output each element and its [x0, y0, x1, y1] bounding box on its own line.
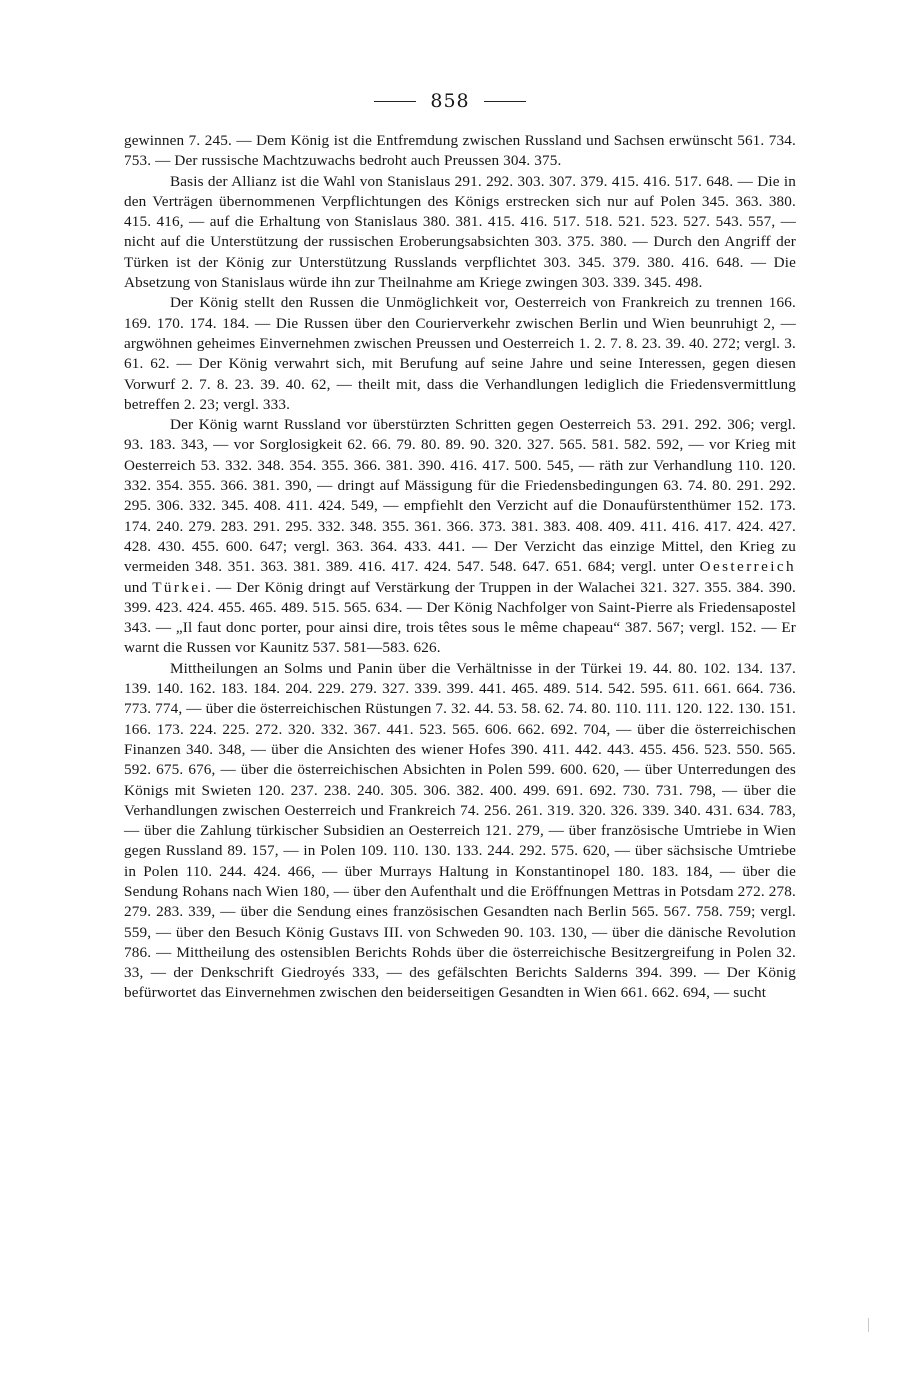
- index-paragraph: [124, 131, 796, 172]
- paragraph-text: Mittheilungen an Solms und Panin über die Verhältnisse in der Türkei 19. 44. 80. 102. 134. 137. 139. 140. 162. 183. 184. 204. 229. 279. 327. 339. 399. 441. 465. 489. 514. 542. 595. 611. 661. 664. 736. 773. 774, — über die österreichischen Rüstungen 7. 32. 44. 53. 58. 62. 74. 80. 110. 111. 120. 122. 130. 151. 166. 173. 224. 225. 272. 320. 332. 367. 441. 523. 565. 606. 662. 692. 704, — über die österreichischen Finanzen 340. 348, — über die Ansichten des wiener Hofes 390. 411. 442. 443. 455. 456. 523. 550. 565. 592. 675. 676, — über die österreichischen Absichten in Polen 599. 600. 620, — über Unterredungen des Königs mit Swieten 120. 237. 238. 240. 305. 306. 382. 400. 499. 691. 692. 730. 731. 798, — über die Verhandlungen zwischen Oesterreich und Frankreich 74. 256. 261. 319. 320. 326. 339. 340. 431. 634. 783, — über die Zahlung türkischer Subsidien an Oesterreich 121. 279, — über französische Umtriebe in Wien gegen Russland 89. 157, — in Polen 109. 110. 130. 133. 244. 292. 575. 620, — über sächsische Umtriebe in Polen 110. 244. 424. 466, — über Murrays Haltung in Konstantinopel 180. 183. 184, — über die Sendung Rohans nach Wien 180, — über den Aufenthalt und die Eröffnungen Mettras in Potsdam 272. 278. 279. 283. 339, — über die Sendung eines französischen Gesandten nach Berlin 565. 567. 758. 759; vergl. 559, — über den Besuch König Gustavs III. von Schweden 90. 103. 130, — über die dänische Revolution 786. — Mittheilung des ostensiblen Berichts Rohds über die österreichische Besitzergreifung in Polen 32. 33, — der Denkschrift Giedroyés 333, — des gefälschten Berichts Salderns 394. 399. — Der König befürwortet das Einvernehmen zwischen den beiderseitigen Gesandten in Wien 661. 662. 694, — sucht: [124, 659, 796, 1002]
- paragraph-text: gewinnen 7. 245. — Dem König ist die Entfremdung zwischen Russland und Sachsen erwünscht 561. 734. 753. — Der russische Machtzuwachs bedroht auch Preussen 304. 375.: [124, 132, 796, 170]
- paragraph-text: Der König warnt Russland vor überstürzten Schritten gegen Oesterreich 53. 291. 292. 306; vergl. 93. 183. 343, — vor Sorglosigkeit 62. 66. 79. 80. 89. 90. 320. 327. 565. 581. 582. 592, — vor Krieg mit Oesterreich 53. 332. 348. 354. 355. 366. 381. 390. 416. 417. 500. 545, — räth zur Verhandlung 110. 120. 332. 354. 355. 366. 381. 390, — dringt auf Mässigung für die Friedensbedingungen 63. 74. 80. 291. 292. 295. 306. 332. 345. 408. 411. 424. 549, — empfiehlt den Verzicht auf die Donaufürstenthümer 152. 173. 174. 240. 279. 283. 291. 295. 332. 348. 355. 361. 366. 373. 381. 383. 408. 409. 411. 416. 417. 424. 427. 428. 430. 455. 600. 647; vergl. 363. 364. 433. 441. — Der Verzicht das einzige Mittel, den Krieg zu vermeiden 348. 351. 363. 381. 389. 416. 417. 424. 547. 548. 647. 651. 684; vergl. unter: [124, 416, 796, 576]
- paragraph-text: und: [124, 578, 153, 596]
- spaced-keyword: Oesterreich: [699, 558, 796, 576]
- index-paragraph: [124, 172, 796, 294]
- index-paragraph: [124, 415, 796, 659]
- scan-margin-mark: [868, 1318, 869, 1332]
- paragraph-text: . — Der König dringt auf Verstärkung der Truppen in der Walachei 321. 327. 355. 384. 390. 399. 423. 424. 455. 465. 489. 515. 565. 634. — Der König Nachfolger von Saint-Pierre als Friedensapostel 343. — „Il faut donc porter, pour ainsi dire, trois têtes sous le même chapeau“ 387. 567; vergl. 152. — Er warnt die Russen vor Kaunitz 537. 581—583. 626.: [124, 578, 796, 657]
- header-rule-left: [374, 101, 416, 102]
- spaced-keyword: Türkei: [152, 578, 208, 596]
- index-paragraph: [124, 659, 796, 1004]
- header-rule-right: [484, 101, 526, 102]
- paragraph-text: Der König stellt den Russen die Unmöglichkeit vor, Oesterreich von Frankreich zu trennen 166. 169. 170. 174. 184. — Die Russen über den Courierverkehr zwischen Berlin und Wien beunruhigt 2, — argwöhnen geheimes Einvernehmen zwischen Preussen und Oesterreich 1. 2. 7. 8. 23. 39. 40. 272; vergl. 3. 61. 62. — Der König verwahrt sich, mit Berufung auf seine Jahre und seine Interessen, gegen diesen Vorwurf 2. 7. 8. 23. 39. 40. 62, — theilt mit, dass die Verhandlungen lediglich die Friedensvermittlung betreffen 2. 23; vergl. 333.: [124, 294, 796, 413]
- index-paragraph: [124, 293, 796, 415]
- paragraph-text: Basis der Allianz ist die Wahl von Stanislaus 291. 292. 303. 307. 379. 415. 416. 517. 648. — Die in den Verträgen übernommenen Verpflichtungen des Königs erstrecken sich nur auf Polen 345. 363. 380. 415. 416, — auf die Erhaltung von Stanislaus 380. 381. 415. 416. 517. 518. 521. 523. 527. 543. 557, — nicht auf die Unterstützung der russischen Eroberungsabsichten 303. 375. 380. — Durch den Angriff der Türken ist der König zur Unterstützung Russlands verpflichtet 303. 345. 379. 380. 416. 648. — Die Absetzung von Stanislaus würde ihn zur Theilnahme am Kriege zwingen 303. 339. 345. 498.: [124, 172, 796, 292]
- page-number: 858: [430, 90, 470, 112]
- page-header: [0, 86, 900, 116]
- index-body-text: [124, 131, 796, 1004]
